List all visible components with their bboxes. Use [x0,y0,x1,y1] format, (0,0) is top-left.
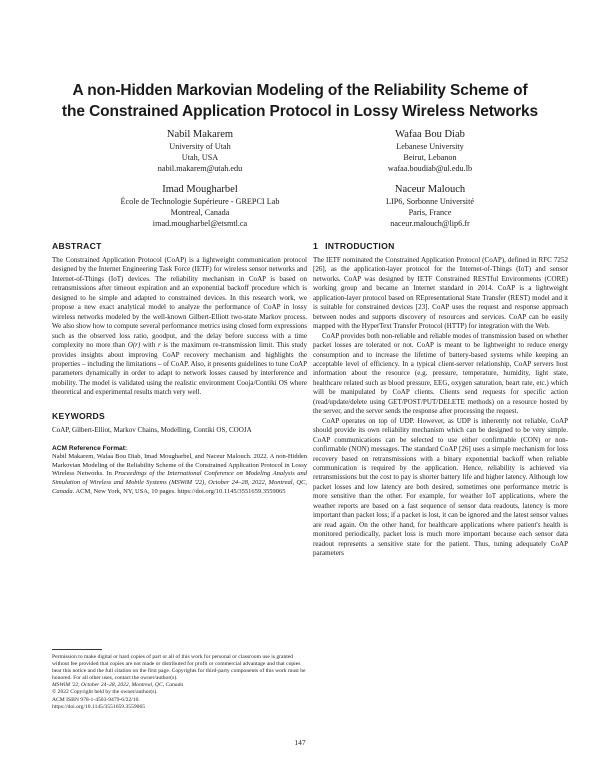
section-number: 1 [313,241,319,251]
author-affiliation: École de Technologie Supérieure - GREPCI Lab [120,197,280,206]
abstract-text: The Constrained Application Protocol (CoAP) is a lightweight communication protocol designed by the Internet Engineering Task Force (IETF) for wireless sensor networks and Internet-of-Things (IoT) devices. The reliability mechanism in CoAP is based on retransmissions after timeout expiration and an exponential backoff procedure which is designed to be simple and adapted to constrained devices. In this research work, we propose a new exact analytical model to analyze the performance of CoAP in lossy wireless networks modeled by the well-known Gilbert-Elliott two-state Markov process. We also show how to compute several performance metrics using closed form expressions such as the observed loss ratio, goodput, and the delay before success with a time complexity no more than [52,256,307,350]
left-column [52,241,307,496]
permission-doi: https://doi.org/10.1145/3551659.3559065 [52,703,146,710]
author-affiliation: University of Utah [169,142,231,151]
keywords-text: CoAP, Gilbert-Elliot, Markov Chains, Modelling, Contiki OS, COOJA [52,425,252,434]
author-block-1 [110,128,290,174]
intro-paragraph-2: CoAP provides both non-reliable and reliable modes of transmission based on whether packet losses are tolerated or not. CoAP is meant to be lightweight to reduce energy consumption and to increase the lifetime of battery-based systems while keeping an acceptable level of efficiency. In a typical client-server relationship, CoAP servers host information about the resource (e.g. pressure, temperature, humidity, light state, healthcare related such as blood pressure, EEG, oxygen saturation, heart rate, etc.) which will be manipulated by CoAP clients. Clients send requests for specific action (read/update/delete using GET/POST/PUT/DELETE methods) on a resource hosted by the server, and the server sends the response after processing the request. [313,331,568,416]
author-name: Wafaa Bou Diab [395,129,465,140]
author-email: naceur.malouch@lip6.fr [390,219,470,228]
author-name: Nabil Makarem [166,129,234,140]
author-affiliation: Lebanese University [396,142,464,151]
acm-reference-part: ACM, New York, NY, USA, 10 pages. https://doi.org/10.1145/3551659.3559065 [74,487,286,495]
permission-copyright: © 2022 Copyright held by the owner/author(s). [52,689,158,696]
intro-paragraph-3: CoAP operates on top of UDP. However, as UDP is inherently not reliable, CoAP should provide its own reliability mechanism which can be designed to be very simple. CoAP communications can be selected to use either confirmable (CON) or non-confirmable (NON) messages. The standard CoAP [26] uses a simple mechanism for loss recovery based on retransmissions with a binary exponential backoff when reliable communication is required by the application. Hence, reliability is achieved via retransmissions but the cost to pay is shorter battery life and higher latency. Although low packet losses and low latency are both desired, sometimes one performance metric is more sensitive than the other. For example, for weather IoT applications, where the weather reports are based on a fast sequence of sensor data readouts, latency is more important than packet loss; if a packet is lost, it can be ignored and the latest sensor values are read again. On the other hand, for healthcare applications where patient's health is monitored periodically, packet loss is much more important because each sensor data readout represents a sensitive state for the patient. Thus, tuning adequately CoAP parameters [313,416,568,558]
acm-reference-part: Nabil Makarem, Wafaa Bou Diab, Imad Mougharbel, and Naceur Malouch. 2022. A non-Hidden Markovian Modeling of the Reliability Scheme of the Constrained Application Protocol in Lossy Wireless Networks. In [52,453,307,478]
permission-conference-text: MSWiM '22, October 24–28, 2022, Montreal, QC, Canada [52,682,184,689]
permission-isbn: ACM ISBN 978-1-4503-9479-6/22/10. [52,696,140,703]
section-title: INTRODUCTION [325,241,395,251]
abstract-math: r [158,341,161,350]
author-name: Naceur Malouch [394,184,466,195]
abstract-paragraph [52,256,307,398]
permission-block [52,649,307,711]
introduction-heading [313,241,568,252]
right-column [313,241,568,559]
author-block-2 [340,128,520,174]
permission-text: Permission to make digital or hard copies of part or all of this work for personal or classroom use is granted without fee provided that copies are not made or distributed for profit or commercial advantage and that copies bear this notice and the full citation on the first page. Copyrights for third-party components of this work must be honored. For all other uses, contact the owner/author(s). [52,654,306,682]
keywords-heading: KEYWORDS [52,410,106,421]
page-number: 147 [294,738,306,747]
author-location: Paris, France [408,208,452,217]
acm-reference-venue: Proceedings of the International Conference on Modeling Analysis and Simulation of Wireless and Mobile Systems (MSWiM '22), October 24–28, 2022, Montreal, QC, Canada. [52,470,308,495]
author-affiliation: LIP6, Sorbonne Université [385,197,474,206]
footnote-rule [52,649,102,650]
title-line-1: A non-Hidden Markovian Modeling of the Reliability Scheme of [72,82,528,99]
author-name: Imad Mougharbel [162,184,238,195]
author-email: wafaa.boudiab@ul.edu.lb [387,164,473,173]
author-location: Utah, USA [181,153,219,162]
author-email: imad.mougharbel@etsmtl.ca [152,219,248,228]
acm-reference-heading: ACM Reference Format: [52,445,128,453]
author-email: nabil.makarem@utah.edu [157,164,243,173]
author-location: Montreal, Canada [170,208,230,217]
author-location: Beirut, Lebanon [403,153,457,162]
author-block-4 [340,183,520,229]
paper-title [40,80,560,122]
title-line-2: the Constrained Application Protocol in Lossy Wireless Networks [61,103,539,120]
author-block-3 [90,183,310,229]
abstract-text: is the maximum re-transmission limit. This study provides insights about improving CoAP recovery mechanism and highlights the properties – including the limitations – of CoAP. Also, it presents guidelines to tune CoAP parameters dynamically in order to adapt to network losses caused by interference and mobility. The model is validated using the realistic environment Cooja/Contiki OS where theoretical and experimental results match very well. [52,341,307,397]
intro-paragraph-1: The IETF nominated the Constrained Application Protocol (CoAP), defined in RFC 7252 [26], as the application-layer protocol for the Internet-of-Things (IoT) and sensor networks. CoAP was designed by IETF Constrained RESTful Environments (CORE) working group and became an Internet standard in 2014. CoAP is a lightweight application-layer protocol based on REpresentational State Transfer (REST) model and it is suitable for constrained devices [23]. CoAP uses the request and response approach between nodes and supports discovery of resources and services. CoAP can be easily mapped with the HyperText Transfer Protocol (HTTP) for integration with the Web. [313,256,568,331]
abstract-text: with [140,341,158,350]
acm-reference-text [52,453,307,496]
abstract-heading: ABSTRACT [52,241,102,251]
abstract-math: O(r) [127,341,141,350]
